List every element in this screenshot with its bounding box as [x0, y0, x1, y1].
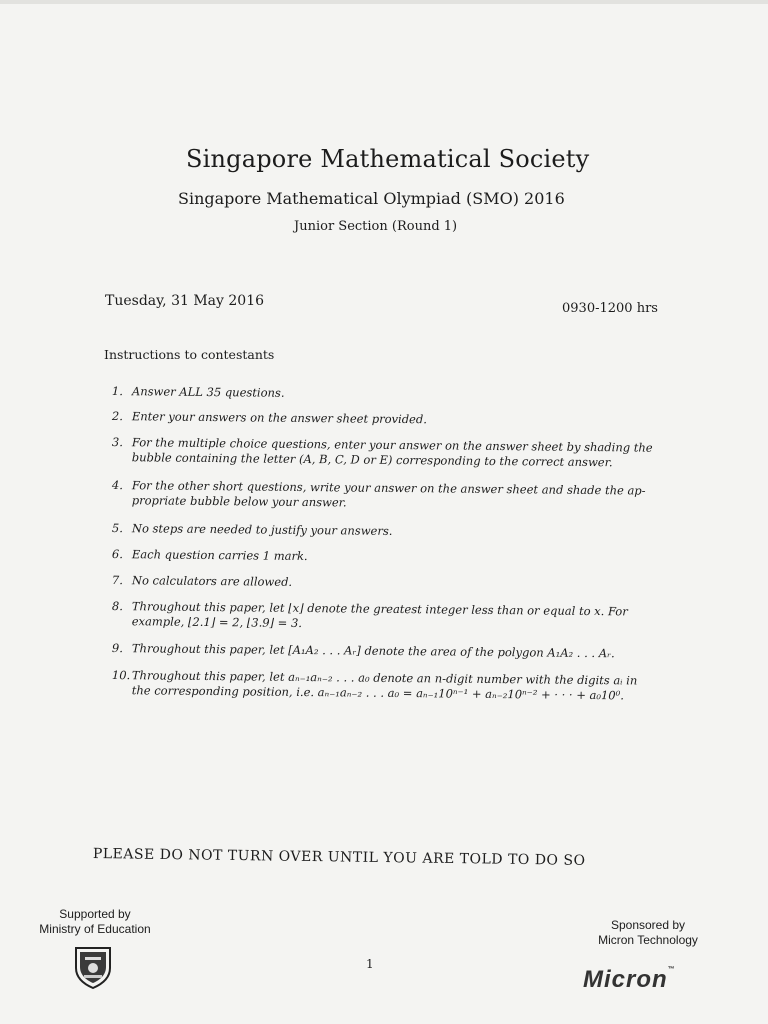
instruction-item — [112, 599, 672, 635]
page-number: 1 — [366, 957, 374, 971]
instruction-text: For the other short questions, write your answer on the answer sheet and shade the ap- — [131, 478, 646, 498]
instruction-text: Throughout this paper, let ⌊x⌋ denote the greatest integer less than or equal to x. For — [131, 599, 628, 619]
instruction-item — [112, 547, 672, 568]
sponsor-credit — [580, 918, 716, 948]
page-title: Singapore Mathematical Society — [186, 145, 590, 173]
supporter-name: Ministry of Education — [39, 922, 151, 936]
instruction-text: For the multiple choice questions, enter your answer on the answer sheet by shading the — [131, 435, 653, 455]
page-top-edge — [0, 0, 768, 4]
instruction-number: 7. — [111, 573, 123, 588]
instruction-number: 3. — [111, 435, 123, 450]
instruction-item — [112, 641, 672, 662]
instruction-text-continued: propriate bubble below your answer. — [131, 493, 347, 510]
sponsor-name: Micron Technology — [598, 933, 698, 947]
instruction-number: 10. — [111, 668, 131, 683]
exam-date: Tuesday, 31 May 2016 — [105, 293, 265, 309]
exam-section: Junior Section (Round 1) — [294, 219, 458, 234]
exam-subtitle: Singapore Mathematical Olympiad (SMO) 2016 — [178, 189, 565, 208]
instruction-number: 6. — [111, 547, 123, 562]
instruction-number: 4. — [111, 478, 123, 493]
supporter-credit — [32, 907, 158, 937]
instruction-item — [112, 478, 672, 514]
ministry-crest-icon — [70, 944, 116, 990]
instruction-text-continued: bubble containing the letter (A, B, C, D or E) corresponding to the correct answer. — [131, 450, 613, 470]
instruction-text: Each question carries 1 mark. — [131, 547, 308, 564]
micron-logo-text: Micron — [583, 966, 668, 993]
instruction-text: No calculators are allowed. — [131, 573, 293, 589]
instruction-number: 5. — [111, 521, 123, 536]
instruction-text: Throughout this paper, let [A₁A₂ . . . Aᵣ] denote the area of the polygon A₁A₂ . . . Aᵣ. — [131, 641, 615, 661]
instruction-item — [112, 521, 672, 542]
instruction-item — [112, 668, 672, 704]
instruction-text: Answer ALL 35 questions. — [131, 384, 285, 400]
instruction-text: Throughout this paper, let aₙ₋₁aₙ₋₂ . . . a₀ denote an n-digit number with the digits aᵢ in — [131, 668, 638, 688]
instruction-number: 1. — [111, 384, 123, 399]
instruction-item — [112, 573, 672, 594]
instruction-text-continued: the corresponding position, i.e. aₙ₋₁aₙ₋₂ . . . a₀ = aₙ₋₁10ⁿ⁻¹ + aₙ₋₂10ⁿ⁻² + · · · + a₀10⁰. — [131, 683, 625, 703]
sponsored-by-label: Sponsored by — [610, 918, 686, 932]
instruction-text: Enter your answers on the answer sheet provided. — [131, 409, 427, 427]
do-not-turn-notice: PLEASE DO NOT TURN OVER UNTIL YOU ARE TOLD TO DO SO — [92, 846, 586, 869]
instruction-item — [112, 409, 672, 430]
instructions-heading: Instructions to contestants — [104, 347, 275, 362]
supported-by-label: Supported by — [59, 907, 131, 921]
instruction-text-continued: example, ⌊2.1⌋ = 2, ⌊3.9⌋ = 3. — [131, 614, 303, 630]
instruction-number: 9. — [111, 641, 123, 656]
exam-time: 0930-1200 hrs — [562, 301, 658, 316]
instruction-number: 2. — [111, 409, 123, 424]
instruction-item — [112, 435, 672, 471]
instruction-number: 8. — [111, 599, 123, 614]
instruction-item — [112, 384, 672, 405]
micron-logo: Micron™ — [583, 966, 676, 993]
instruction-text: No steps are needed to justify your answers. — [131, 521, 393, 538]
